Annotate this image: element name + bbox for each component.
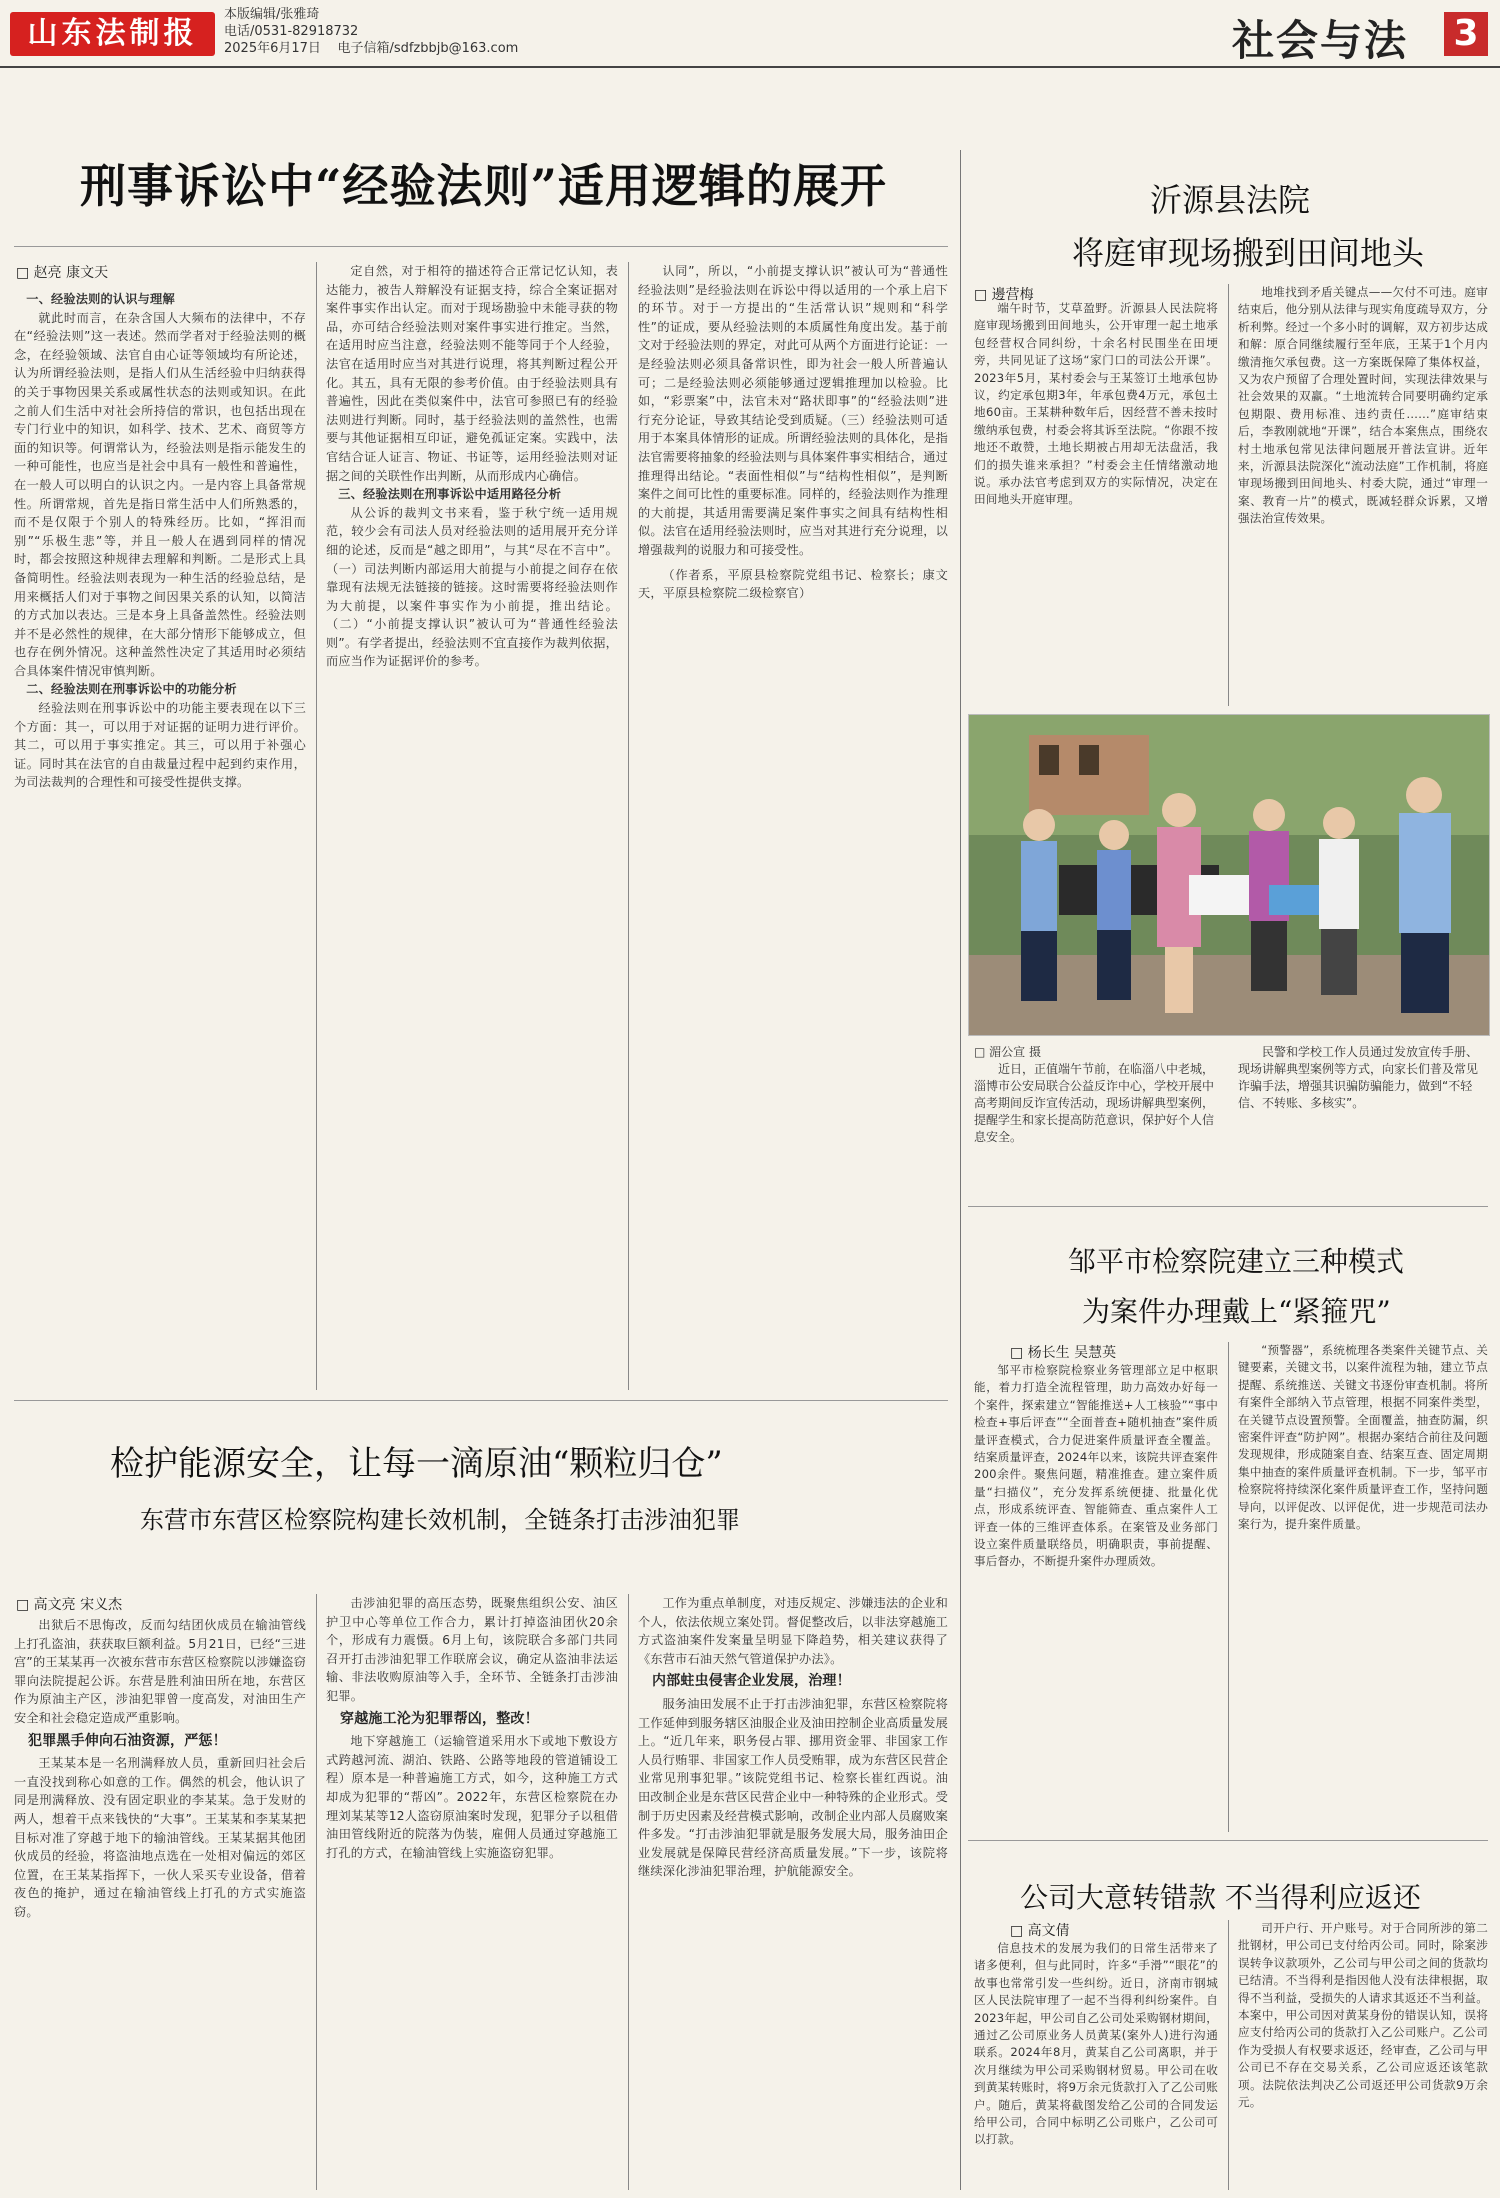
divider xyxy=(628,262,629,1390)
divider xyxy=(968,1206,1488,1207)
article2-col2-text: 地堆找到矛盾关键点——欠付不可违。庭审结束后，他分别从法律与现实角度疏导双方，分析利弊。经过一个多小时的调解，双方初步达成和解：原合同继续履行至年底，王某于1个月内缴清拖欠承包费。这一方案既保障了集体权益，又为农户预留了合理处置时间，实现法律效果与社会效果的双赢。“土地流转合同要明确约定承包期限、费用标准、违约责任……”庭审结束后，李教刚就地“开课”，结合本案焦点，围绕农村土地承包常见法律问题展开普法宣讲。近年来，沂源县法院深化“流动法庭”工作机制，将庭审现场搬到田间地头、村委大院，通过“审理一案、教育一片”的模式，既减轻群众诉累，又增强法治宣传效果。 xyxy=(1238,285,1488,526)
article3-title: 邹平市检察院建立三种模式 xyxy=(1068,1245,1405,1278)
article4-sub3: 内部蛀虫侵害企业发展，治理！ xyxy=(652,1673,851,1690)
article1-byline: □ 赵亮 康文天 xyxy=(16,265,109,281)
phone-line: 电话/0531-82918732 xyxy=(224,24,359,39)
article4-sub2: 穿越施工沦为犯罪帮凶，整改！ xyxy=(340,1710,539,1727)
divider xyxy=(316,1594,317,2190)
article1-column-2 xyxy=(326,262,618,1390)
article3-byline: □ 杨长生 吴慧英 xyxy=(1010,1345,1117,1361)
divider xyxy=(968,1840,1488,1841)
divider xyxy=(14,1400,948,1401)
article1-col1b-text: 经验法则在刑事诉讼中的功能主要表现在以下三个方面：其一，可以用于对证据的证明力进行评价。其二，可以用于事实推定。其三，可以用于补强心证。同时其在法官的自由裁量过程中起到约束作用，为司法裁判的合理性和可接受性提供支撑。 xyxy=(14,701,306,790)
article2-subtitle: 将庭审现场搬到田间地头 xyxy=(1072,234,1425,272)
article5-title: 公司大意转错款 不当得利应返还 xyxy=(1020,1881,1421,1914)
article1-column-3 xyxy=(638,262,948,1390)
article1-col3-text: 认同”，所以，“小前提支撑认识”被认可为“普通性经验法则”是经验法则在诉讼中得以适用的一个承上启下的环节。对于一方提出的“生活常认识”规则和“科学性”的证成，要从经验法则的本质属性角度出发。基于前文对于经验法则的界定，对此可从两个方面进行论证：一是经验法则必须具备常识性，即为社会一般人所普遍认可；二是经验法则必须能够通过逻辑推理加以检验。比如，“彩票案”中，法官未对“路状即事”的“经验法则”进行充分论证，导致其结论受到质疑。（三）经验法则可适用于本案具体情形的证成。所谓经验法则的具体化，是指法官需要将抽象的经验法则与具体案件事实相结合，通过推理得出结论。“表面性相似”与“结构性相似”，是判断案件之间可比性的重要标准。同样的，经验法则作为推理的大前提，其适用需要满足案件事实之间具有结构性相似。法官在适用经验法则时，应当对其进行充分说理，以增强裁判的说服力和可接受性。 xyxy=(638,264,948,557)
article1-col2b-text: 从公诉的裁判文书来看，鉴于秋宁统一适用规范，较少会有司法人员对经验法则的适用展开充分详细的论述，反而是“越之即用”，与其“尽在不言中”。（一）司法判断内部运用大前提与小前提之间存在依靠现有法规无法链接的链接。这时需要将经验法则作为大前提，以案件事实作为小前提，推出结论。（二）“小前提支撑认识”被认可为“普通性经验法则”。有学者提出，经验法则不宜直接作为裁判依据，而应当作为证据评价的参考。 xyxy=(326,505,618,669)
photo-illustration xyxy=(969,715,1489,1035)
photo-caption-left xyxy=(974,1044,1218,1146)
article2-title: 沂源县法院 xyxy=(1150,181,1311,219)
article2-byline: □ 邊营梅 xyxy=(974,287,1034,303)
article3-col1-text: 邹平市检察院检察业务管理部立足中枢职能，着力打造全流程管理，助力高效办好每一个案件，探索建立“智能推送+人工核验”“事中检查+事后评查”“全面普查+随机抽查”案件质量评查模式，合力促进案件质量评查全覆盖。结案质量评查，2024年以来，该院共评查案件200余件。聚焦问题，精准推查。建立案件质量“扫描仪”，充分发挥系统便捷、批量化优点，形成系统评查、智能筛查、重点案件人工评查一体的三维评查体系。在案管及业务部门设立案件质量联络员，明确职责，事前提醒、事后督办，不断提升案件办理质效。 xyxy=(974,1363,1218,1569)
article4-column-3 xyxy=(638,1594,948,2190)
article4-column-1 xyxy=(14,1616,306,2190)
article3-col2-text: “预警器”，系统梳理各类案件关键节点、关键要素，关键文书，以案件流程为轴，建立节点提醒、系统推送、关键文书逐份审查机制。将所有案件全部纳入节点管理，根据不同案件类型，在关键节点设置预警。全面覆盖，抽查防漏，织密案件评查“防护网”。根据办案结合前往及问题发现规律，形成随案自查、结案互查、固定周期集中抽查的案件质量评查机制。下一步，邹平市检察院将持续深化案件质量评查工作，坚持问题导向，以评促改、以评促优，进一步规范司法办案行为，提升案件质量。 xyxy=(1238,1343,1488,1532)
section-title: 社会与法 xyxy=(1232,16,1409,65)
divider xyxy=(960,150,961,2190)
article3-subtitle: 为案件办理戴上“紧箍咒” xyxy=(1082,1295,1391,1328)
article1-heading3: 三、经验法则在刑事诉讼中适用路径分析 xyxy=(338,487,562,502)
article4-col3b-text: 服务油田发展不止于打击涉油犯罪，东营区检察院将工作延伸到服务辖区油服企业及油田控制企业高质量发展上。“近几年来，职务侵占罪、挪用资金罪、非国家工作人员行贿罪、非国家工作人员受贿罪，成为东营区民营企业常见刑事犯罪。”该院党组书记、检察长崔红西说。油田改制企业是东营区民营企业中一种特殊的企业形式。受制于历史因素及经营模式影响，改制企业内部人员腐败案件多发。“打击涉油犯罪就是服务发展大局，服务油田企业发展就是保障民营经济高质量发展。”下一步，该院将继续深化涉油犯罪治理，护航能源安全。 xyxy=(638,1696,948,1879)
masthead xyxy=(0,0,1500,65)
masthead-rule xyxy=(0,66,1500,68)
article1-col1-text: 就此时而言，在杂含国人大频布的法律中，不存在“经验法则”这一表述。然而学者对于经验法则的概念，在经验领域、法官自由心证等领域均有所论述，认为所谓经验法则，是指人们从生活经验中归纳获得的关于事物因果关系或属性状态的法则或知识。在此之前人们生活中对社会所持信的常识，也包括出现在专门行业中的知识，如科学、技术、艺术、商贸等方面的知识等。何谓常认为，经验法则是指示能发生的一种可能性，也应当是社会中具有一般性和普遍性，在一般人可以明白的认识之内。一是内容上具备常规性。所谓常规，首先是指日常生活中人们所熟悉的，而不是仅限于个别人的特殊经历。比如，“挥泪而别”“乐极生悲”等，并且一般人在遇到同样的情况时，都会按照这种规律去理解和判断。二是形式上具备简明性。经验法则表现为一种生活的经验总结，是用来概括人们对于事物之间因果关系的认知，以简洁的方式加以表达。三是本身上具备盖然性。经验法则并不是必然性的规律，在大部分情形下能够成立，但也存在例外情况。这种盖然性决定了其适用时必须结合具体案件情况审慎判断。 xyxy=(14,310,306,678)
divider xyxy=(1228,284,1229,706)
divider xyxy=(316,262,317,1390)
article1-title: 刑事诉讼中“经验法则”适用逻辑的展开 xyxy=(80,159,887,213)
divider xyxy=(628,1594,629,2190)
newspaper-logo: 山东法制报 xyxy=(10,12,215,56)
photo-caption-text: 近日，正值端午节前，在临淄八中老城，淄博市公安局联合公益反诈中心，学校开展中高考期间反诈宣传活动，现场讲解典型案例，提醒学生和家长提高防范意识，保护好个人信息安全。 xyxy=(974,1062,1215,1144)
article5-byline: □ 高文倩 xyxy=(1010,1923,1070,1939)
article2-column-1 xyxy=(974,300,1218,706)
article4-column-2 xyxy=(326,1594,618,2190)
article4-col2-text: 击涉油犯罪的高压态势，既聚焦组织公安、油区护卫中心等单位工作合力，累计打掉盗油团伙20余个，形成有力震慑。6月上旬，该院联合多部门共同召开打击涉油犯罪工作联席会议，确定从盗油非法运输、非法收购原油等入手，全环节、全链条打击涉油犯罪。 xyxy=(326,1596,618,1703)
article3-column-2 xyxy=(1238,1342,1488,1832)
article4-subtitle: 东营市东营区检察院构建长效机制，全链条打击涉油犯罪 xyxy=(140,1506,740,1534)
article3-column-1 xyxy=(974,1362,1218,1832)
article4-col1b-text: 王某某本是一名刑满释放人员，重新回归社会后一直没找到称心如意的工作。偶然的机会，他认识了同是刑满释放、没有固定职业的李某某。急于发财的两人，想着干点来钱快的“大事”。王某某和李某某把目标对准了穿越于地下的输油管线。王某某据其他团伙成员的经验，将盗油地点选在一处相对偏远的郊区位置，在王某某指挥下，一伙人采买专业设备，借着夜色的掩护，通过在输油管线上打孔的方式实施盗窃。 xyxy=(14,1756,306,1919)
masthead-info xyxy=(224,6,518,57)
article2-col1-text: 端午时节，艾草盈野。沂源县人民法院将庭审现场搬到田间地头，公开审理一起土地承包经营权合同纠纷，十余名村民围坐在田埂旁，共同见证了这场“家门口的司法公开课”。2023年5月，某村委会与王某签订土地承包协议，约定承包期3年，年承包费4万元，承包土地60亩。王某耕种数年后，因经营不善未按时缴纳承包费，村委会将其诉至法院。“你跟不按地还不敢赞，土地长期被占用却无法盘活，我们的损失谁来承担？”村委会主任情绪激动地说。承办法官考虑到双方的实际情况，决定在田间地头开庭审理。 xyxy=(974,301,1218,507)
article4-col3-text: 工作为重点单制度，对违反规定、涉嫌违法的企业和个人，依法依规立案处罚。督促整改后，以非法穿越施工方式盗油案件发案量呈明显下降趋势，相关建议获得了《东营市石油天然气管道保护办法》。 xyxy=(638,1596,948,1666)
page-number: 3 xyxy=(1444,12,1488,56)
article1-heading1: 一、经验法则的认识与理解 xyxy=(26,292,175,306)
article5-col2-text: 司开户行、开户账号。对于合同所涉的第二批钢材，甲公司已支付给丙公司。同时，除案涉误转争议款项外，乙公司与甲公司之间的货款均已结清。不当得利是指因他人没有法律根据，取得不当利益，受损失的人请求其返还不当利益。本案中，甲公司因对黄某身份的错误认知，误将应支付给丙公司的货款打入乙公司账户。乙公司作为受损人有权要求返还，经审查，乙公司与甲公司已不存在交易关系，乙公司应返还该笔款项。法院依法判决乙公司返还甲公司货款9万余元。 xyxy=(1238,1921,1488,2110)
divider xyxy=(14,246,948,247)
editor-line: 本版编辑/张雅琦 xyxy=(224,7,320,22)
article4-col2b-text: 地下穿越施工（运输管道采用水下或地下敷设方式跨越河流、湖泊、铁路、公路等地段的管道铺设工程）原本是一种普遍施工方式，如今，这种施工方式却成为犯罪的“帮凶”。2022年，东营区检察院在办理刘某某等12人盗窃原油案时发现，犯罪分子以租借油田管线附近的院落为伪装，雇佣人员通过穿越施工打孔的方式，在输油管线上实施盗窃犯罪。 xyxy=(326,1734,618,1860)
divider xyxy=(1228,1342,1229,1832)
date-email-line xyxy=(224,40,518,57)
article4-col1-text: 出狱后不思悔改，反而勾结团伙成员在输油管线上打孔盗油，获获取巨额利益。5月21日，已经“三进宫”的王某某再一次被东营市东营区检察院以涉嫌盗窃罪向法院提起公诉。东营是胜利油田所在地，东营区作为原油主产区，涉油犯罪曾一度高发，对油田生产安全和社会稳定造成严重影响。 xyxy=(14,1618,306,1725)
article5-col1-text: 信息技术的发展为我们的日常生活带来了诸多便利，但与此同时，许多“手滑”“眼花”的故事也常常引发一些纠纷。近日，济南市钢城区人民法院审理了一起不当得利纠纷案件。自2023年起，甲公司自乙公司处采购钢材期间，通过乙公司原业务人员黄某(案外人)进行沟通联系。2024年8月，黄某自乙公司离职，并于次月继续为甲公司采购钢材贸易。甲公司在收到黄某转账时，将9万余元货款打入了乙公司账户。随后，黄某将截图发给乙公司的合同发运给甲公司，合同中标明乙公司账户，乙公司可以打款。 xyxy=(974,1941,1218,2147)
article2-column-2 xyxy=(1238,284,1488,706)
news-photo xyxy=(968,714,1490,1036)
article1-author-note: （作者系，平原县检察院党组书记、检察长；康文天，平原县检察院二级检察官） xyxy=(638,567,948,601)
photo-caption-right xyxy=(1238,1044,1488,1112)
photo-caption-text-2: 民警和学校工作人员通过发放宣传手册、现场讲解典型案例等方式，向家长们普及常见诈骗手法，增强其识骗防骗能力，做到“不轻信、不转账、多核实”。 xyxy=(1238,1045,1479,1110)
article1-heading2: 二、经验法则在刑事诉讼中的功能分析 xyxy=(26,682,237,697)
article1-column-1 xyxy=(14,290,306,1390)
article1-col2-text: 定自然，对于相符的描述符合正常记忆认知，表达能力，被告人辩解没有证据支持，综合全案证据对案件事实作出认定。而对于现场勘验中未能寻获的物品，亦可结合经验法则对案件事实进行推定。当然，在适用时应当注意，经验法则不能等同于个人经验，法官在适用时应当对其进行说理，将其判断过程公开化。其五，具有无限的参考价值。由于经验法则具有普遍性，因此在类似案件中，法官可参照已有的经验法则进行判断。同时，基于经验法则的盖然性，也需要与其他证据相互印证，避免孤证定案。实践中，法官结合证人证言、物证、书证等，运用经验法则对证据之间的关联性作出判断，从而形成内心确信。 xyxy=(326,264,618,483)
issue-date: 2025年6月17日 xyxy=(224,41,321,56)
article4-byline: □ 高文亮 宋义杰 xyxy=(16,1597,123,1613)
divider xyxy=(1228,1920,1229,2190)
article4-sub1: 犯罪黑手伸向石油资源，严惩！ xyxy=(28,1732,227,1749)
article5-column-1 xyxy=(974,1940,1218,2190)
article4-title: 检护能源安全，让每一滴原油“颗粒归仓” xyxy=(110,1444,723,1484)
article5-column-2 xyxy=(1238,1920,1488,2190)
photo-caption-byline: □ 湄公宣 摄 xyxy=(974,1045,1041,1059)
email: 电子信箱/sdfzbbjb@163.com xyxy=(337,41,519,56)
